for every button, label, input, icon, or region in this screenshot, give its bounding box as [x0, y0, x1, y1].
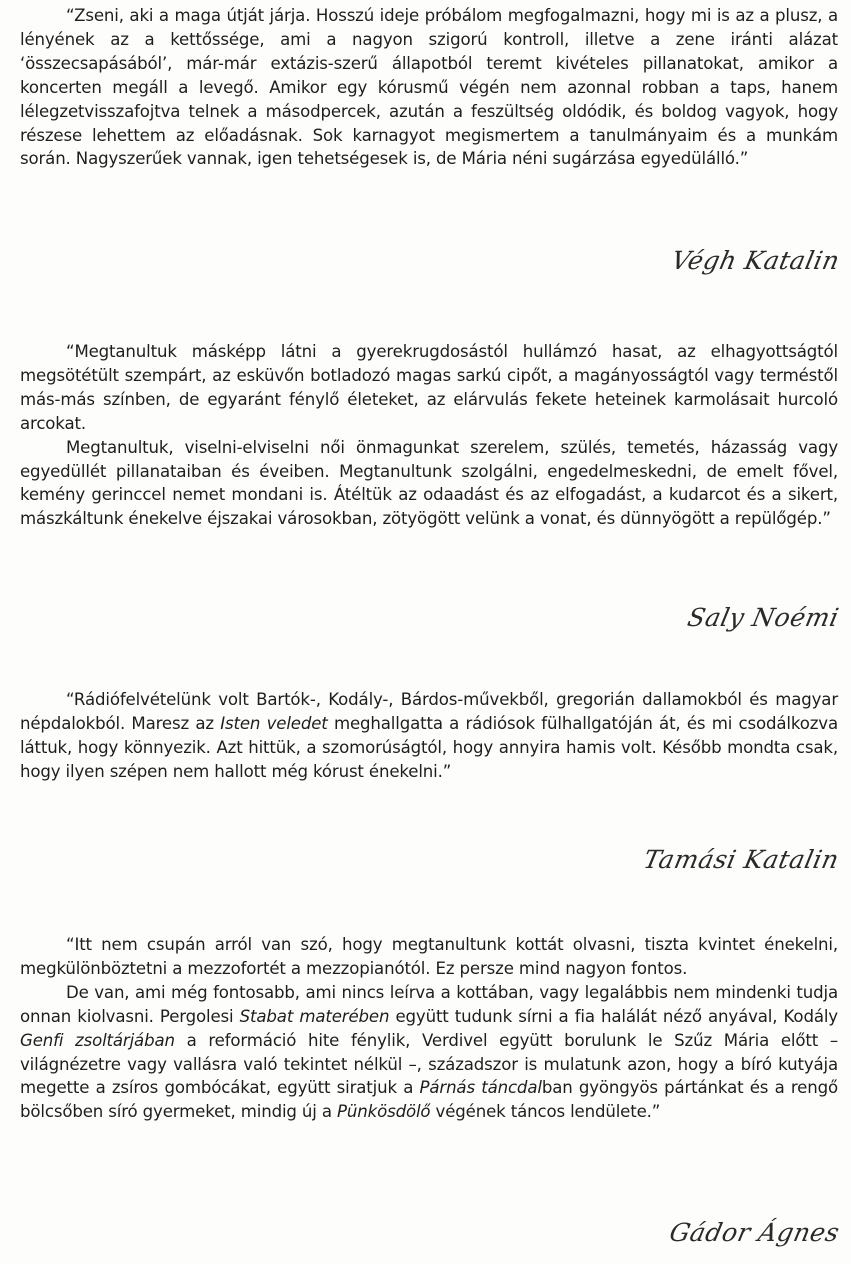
- signature-saly-noemi: Saly Noémi: [685, 603, 843, 632]
- quote-paragraph: Megtanultuk, viselni-elviselni női önmagunkat szerelem, szülés, temetés, házasság vagy egyedüllét pillanataiban és éveiben. Megtanultunk szolgálni, engedelmeskedni, de emelt fővel, kemény gerinccel nemet mondani is. Átéltük az odaadást és az elfogadást, a kudarcot és a sikert, mászkáltunk énekelve éjszakai városokban, zötyögött velünk a vonat, és dünnyögött a repülőgép.”: [20, 437, 838, 529]
- quote-paragraph: “Rádiófelvételünk volt Bartók-, Kodály-, Bárdos-művekből, gregorián dallamokból és magyar népdalokból. Maresz az Isten veledet meghallgatta a rádiósok fülhallgatóján át, és mi csodálkozva láttuk, hogy könnyezik. Azt hittük, a szomorúságtól, hogy annyira hamis volt. Később mondta csak, hogy ilyen szépen nem hallott még kórust énekelni.”: [20, 690, 838, 781]
- signature-tamasi-katalin: Tamási Katalin: [641, 845, 843, 874]
- signature-vegh-katalin: Végh Katalin: [668, 246, 843, 275]
- signature-gador-agnes: Gádor Ágnes: [666, 1218, 843, 1247]
- quote-vegh-katalin: [20, 4, 838, 171]
- quote-paragraph: De van, ami még fontosabb, ami nincs leírva a kottában, vagy legalábbis nem mindenki tudja onnan kiolvasni. Pergolesi Stabat materében együtt tudunk sírni a fia halálát néző anyával, Kodály Genfi zsoltárjában a reformáció hite fénylik, Verdivel együtt borulunk le Szűz Mária előtt – világnézetre vagy vallásra való tekintet nélkül –, századszor is mulatunk azon, hogy a bíró kutyája megette a zsíros gombócákat, együtt siratjuk a Párnás táncdalban gyöngyös pártánkat és a rengő bölcsőben síró gyermeket, mindig új a Pünkösdölő végének táncos lendülete.”: [20, 982, 838, 1122]
- quote-paragraph: “Zseni, aki a maga útját járja. Hosszú ideje próbálom megfogalmazni, hogy mi is az a plusz, a lényének az a kettőssége, ami a nagyon szigorú kontroll, illetve a zene iránti alázat ‘összecsapásából’, már-már extázis-szerű állapotból teremt kivételes pillanatokat, amikor a koncerten megáll a levegő. Amikor egy kórusmű végén nem azonnal robban a taps, hanem lélegzetvisszafojtva telnek a másodpercek, azután a feszültség oldódik, és boldog vagyok, hogy részese lehettem az előadásnak. Sok karnagyot megismertem a tanulmányaim és a munkám során. Nagyszerűek vannak, igen tehetségesek is, de Mária néni sugárzása egyedülálló.”: [20, 6, 838, 169]
- quote-paragraph: “Itt nem csupán arról van szó, hogy megtanultunk kottát olvasni, tiszta kvintet énekelni, megkülönböztetni a mezzofortét a mezzopianótól. Ez persze mind nagyon fontos.: [20, 935, 838, 978]
- quote-tamasi-katalin: [20, 688, 838, 784]
- quote-gador-agnes: [20, 933, 838, 1124]
- quote-saly-noemi: [20, 340, 838, 531]
- quote-paragraph: “Megtanultuk másképp látni a gyerekrugdosástól hullámzó hasat, az elhagyottságtól megsötétült szempárt, az esküvőn botladozó magas sarkú cipőt, a magányosságtól vagy terméstől más-más színben, de egyaránt fénylő életeket, az elárvulás fekete heteinek karmolásait hurcoló arcokat.: [20, 342, 838, 433]
